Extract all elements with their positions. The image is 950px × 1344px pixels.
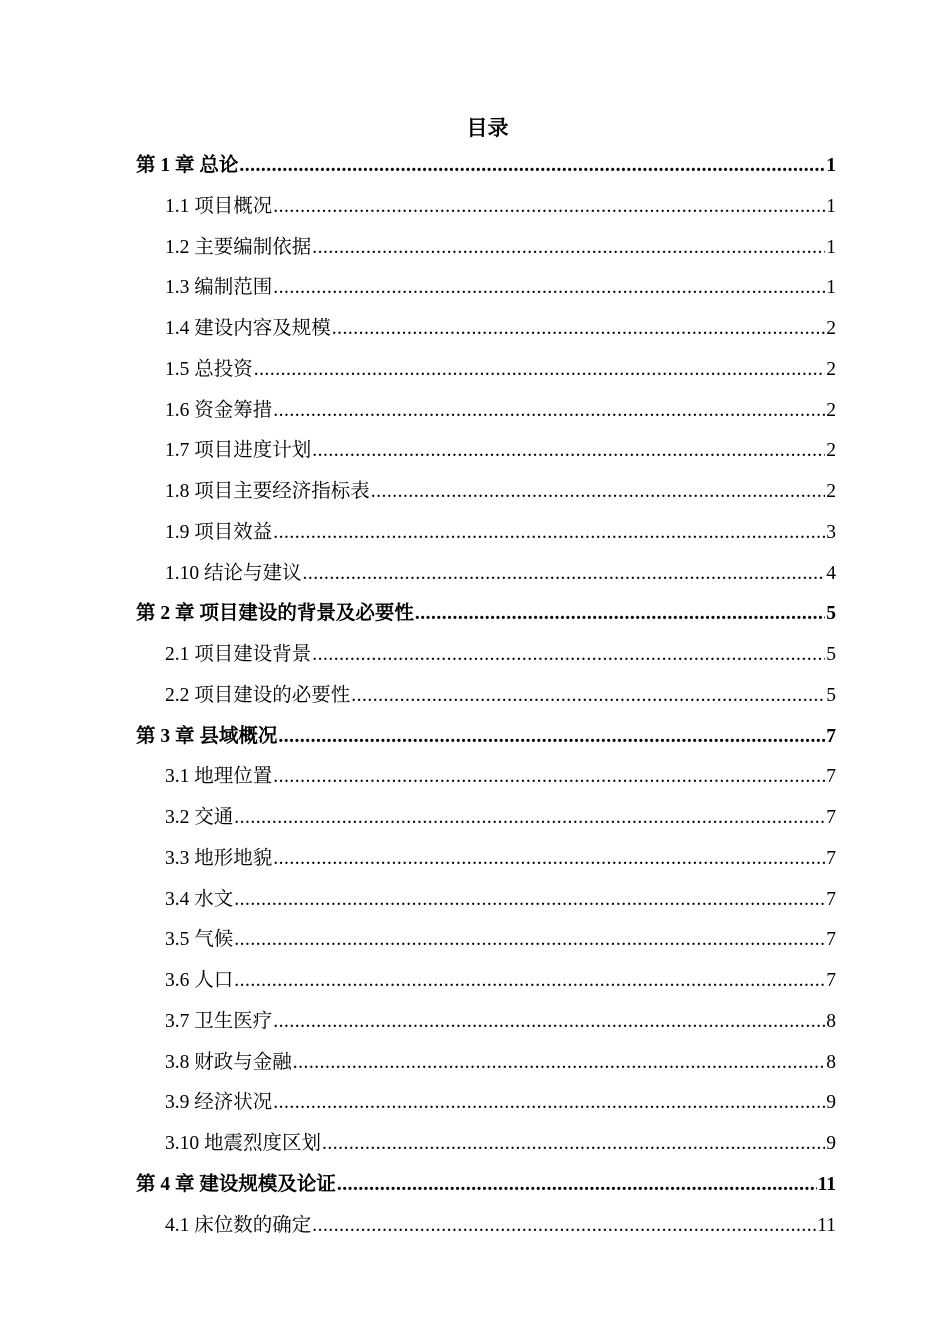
table-of-contents (136, 146, 836, 1246)
toc-chapter-entry[interactable] (136, 146, 836, 187)
toc-entry-label: 1.9 项目效益 (165, 521, 273, 543)
toc-page-number: 9 (826, 1092, 836, 1114)
toc-dot-leader (312, 228, 825, 269)
toc-dot-leader (371, 472, 825, 513)
toc-section-entry[interactable] (136, 228, 836, 269)
toc-page-number: 7 (826, 888, 836, 910)
toc-page-number: 5 (826, 603, 836, 625)
toc-section-entry[interactable] (136, 920, 836, 961)
toc-dot-leader (234, 798, 825, 839)
toc-page-number: 2 (826, 318, 836, 339)
toc-page-number: 5 (826, 684, 836, 706)
toc-page-number: 8 (826, 1051, 836, 1073)
toc-entry-label: 1.7 项目进度计划 (165, 440, 312, 462)
toc-dot-leader (254, 350, 825, 391)
toc-dot-leader (273, 391, 825, 432)
toc-entry-label: 3.7 卫生医疗 (165, 1010, 273, 1032)
toc-entry-label: 1.6 资金筹措 (165, 399, 273, 421)
toc-page-number: 7 (826, 929, 836, 951)
toc-dot-leader (234, 880, 825, 921)
toc-section-entry[interactable] (136, 635, 836, 676)
toc-entry-label: 4.1 床位数的确定 (165, 1214, 312, 1236)
toc-entry-label: 1.1 项目概况 (165, 195, 273, 217)
toc-dot-leader (273, 187, 825, 228)
toc-page-number: 4 (826, 562, 836, 584)
toc-page-number: 7 (826, 807, 836, 828)
toc-dot-leader (293, 1043, 825, 1084)
toc-entry-label: 2.1 项目建设背景 (165, 644, 312, 665)
toc-page-number: 2 (826, 481, 836, 502)
toc-section-entry[interactable] (136, 513, 836, 554)
toc-entry-label: 1.4 建设内容及规模 (165, 318, 331, 339)
toc-section-entry[interactable] (136, 798, 836, 839)
toc-section-entry[interactable] (136, 350, 836, 391)
toc-entry-label: 3.5 气候 (165, 929, 234, 951)
toc-page-number: 2 (826, 440, 836, 462)
toc-dot-leader (273, 757, 825, 798)
toc-dot-leader (239, 146, 825, 187)
toc-dot-leader (351, 676, 825, 717)
toc-entry-label: 3.9 经济状况 (165, 1092, 273, 1114)
toc-page-number: 7 (826, 970, 836, 991)
toc-page-number: 1 (826, 277, 836, 299)
toc-section-entry[interactable] (136, 839, 836, 880)
toc-dot-leader (273, 839, 825, 880)
toc-entry-label: 3.8 财政与金融 (165, 1051, 292, 1073)
toc-section-entry[interactable] (136, 554, 836, 595)
toc-entry-label: 2.2 项目建设的必要性 (165, 684, 351, 706)
toc-page-number: 1 (826, 155, 836, 176)
toc-page-number: 5 (826, 644, 836, 665)
toc-chapter-entry[interactable] (136, 717, 836, 758)
toc-section-entry[interactable] (136, 676, 836, 717)
toc-dot-leader (322, 1124, 825, 1165)
toc-dot-leader (278, 717, 825, 758)
toc-dot-leader (415, 594, 825, 635)
toc-section-entry[interactable] (136, 187, 836, 228)
toc-section-entry[interactable] (136, 1124, 836, 1165)
toc-section-entry[interactable] (136, 268, 836, 309)
toc-section-entry[interactable] (136, 961, 836, 1002)
toc-entry-label: 1.10 结论与建议 (165, 562, 302, 584)
toc-entry-label: 3.3 地形地貌 (165, 847, 273, 869)
toc-section-entry[interactable] (136, 431, 836, 472)
toc-dot-leader (273, 1002, 825, 1043)
toc-dot-leader (273, 268, 825, 309)
toc-page-number: 2 (826, 399, 836, 421)
toc-dot-leader (312, 635, 825, 676)
toc-page-number: 8 (826, 1010, 836, 1032)
toc-section-entry[interactable] (136, 1206, 836, 1247)
toc-section-entry[interactable] (136, 1043, 836, 1084)
toc-entry-label: 3.10 地震烈度区划 (165, 1133, 322, 1154)
toc-dot-leader (303, 554, 826, 595)
toc-entry-label: 1.5 总投资 (165, 358, 253, 380)
toc-page-number: 9 (826, 1133, 836, 1154)
toc-section-entry[interactable] (136, 1083, 836, 1124)
toc-page-number: 7 (826, 847, 836, 869)
toc-page-number: 7 (826, 766, 836, 788)
toc-section-entry[interactable] (136, 309, 836, 350)
toc-entry-label: 3.2 交通 (165, 807, 234, 828)
toc-title: 目录 (466, 116, 509, 140)
toc-chapter-entry[interactable] (136, 594, 836, 635)
toc-dot-leader (337, 1165, 817, 1206)
toc-chapter-entry[interactable] (136, 1165, 836, 1206)
toc-section-entry[interactable] (136, 472, 836, 513)
toc-entry-label: 第 4 章 建设规模及论证 (136, 1173, 336, 1195)
toc-entry-label: 1.2 主要编制依据 (165, 236, 312, 258)
toc-entry-label: 3.1 地理位置 (165, 766, 273, 788)
toc-dot-leader (273, 513, 825, 554)
toc-section-entry[interactable] (136, 391, 836, 432)
toc-entry-label: 第 3 章 县域概况 (136, 725, 278, 747)
toc-entry-label: 1.3 编制范围 (165, 277, 273, 299)
toc-page-number: 11 (817, 1173, 836, 1195)
toc-dot-leader (312, 1206, 816, 1247)
toc-page-number: 2 (826, 358, 836, 380)
toc-page-number: 11 (817, 1214, 836, 1236)
toc-page-number: 7 (826, 725, 836, 747)
toc-dot-leader (332, 309, 825, 350)
toc-dot-leader (312, 431, 825, 472)
toc-entry-label: 1.8 项目主要经济指标表 (165, 481, 370, 502)
toc-entry-label: 3.4 水文 (165, 888, 234, 910)
toc-section-entry[interactable] (136, 880, 836, 921)
toc-dot-leader (234, 961, 825, 1002)
toc-entry-label: 第 1 章 总论 (136, 155, 239, 176)
toc-entry-label: 第 2 章 项目建设的背景及必要性 (136, 603, 414, 625)
toc-entry-label: 3.6 人口 (165, 970, 234, 991)
toc-page-number: 3 (826, 521, 836, 543)
toc-dot-leader (234, 920, 825, 961)
toc-section-entry[interactable] (136, 1002, 836, 1043)
toc-page-number: 1 (826, 236, 836, 258)
toc-page-number: 1 (826, 195, 836, 217)
toc-section-entry[interactable] (136, 757, 836, 798)
toc-dot-leader (273, 1083, 825, 1124)
